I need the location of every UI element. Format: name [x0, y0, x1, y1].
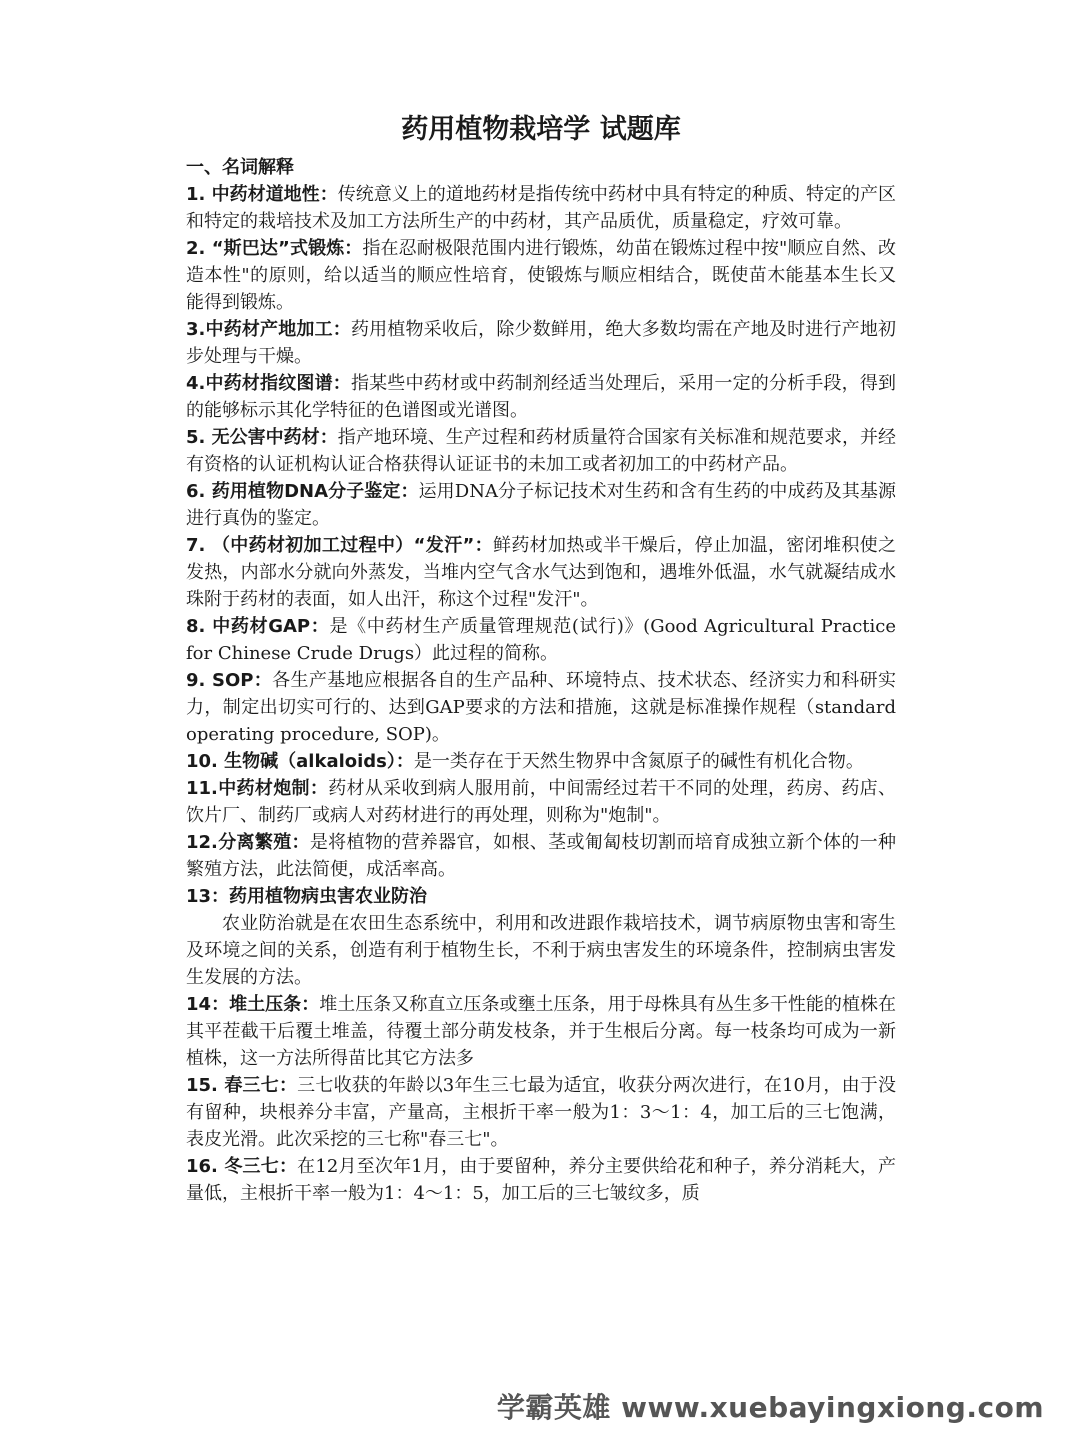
definition-body: 三七收获的年龄以3年生三七最为适宜，收获分两次进行，在10月，由于没有留种，块根养分丰富，产量高，主根折干率一般为1：3～1：4，加工后的三七饱满，表皮光滑。此次采挖的三七称"春三七"。 — [186, 1075, 896, 1150]
definition-entry-4 — [186, 370, 896, 424]
definition-body: 鲜药材加热或半干燥后，停止加温，密闭堆积使之发热，内部水分就向外蒸发，当堆内空气含水气达到饱和，遇堆外低温，水气就凝结成水珠附于药材的表面，如人出汗，称这个过程"发汗"。 — [186, 535, 897, 610]
definition-entry-2 — [186, 235, 896, 316]
definition-body: 各生产基地应根据各自的生产品种、环境特点、技术状态、经济实力和科研实力，制定出切实可行的、达到GAP要求的方法和措施，这就是标准操作规程（standard operating procedure, SOP)。 — [186, 670, 896, 745]
definition-term: 4.中药材指纹图谱： — [186, 373, 351, 394]
definition-entry-15 — [186, 1072, 896, 1153]
definition-term: 6. 药用植物DNA分子鉴定： — [186, 481, 419, 502]
definition-term: 5. 无公害中药材： — [186, 427, 338, 448]
definition-entry-13 — [186, 883, 896, 910]
definition-body: 在12月至次年1月，由于要留种，养分主要供给花和种子，养分消耗大，产量低，主根折干率一般为1：4～1：5，加工后的三七皱纹多，质 — [186, 1156, 896, 1204]
definition-body: 指某些中药材或中药制剂经适当处理后，采用一定的分析手段，得到的能够标示其化学特征的色谱图或光谱图。 — [186, 373, 896, 421]
definition-term: 15. 春三七： — [186, 1075, 298, 1096]
definition-term: 3.中药材产地加工： — [186, 319, 351, 340]
definition-term: 11.中药材炮制： — [186, 778, 329, 799]
definition-entry-11 — [186, 775, 896, 829]
definition-body: 农业防治就是在农田生态系统中，利用和改进跟作栽培技术，调节病原物虫害和寄生及环境之间的关系，创造有利于植物生长，不利于病虫害发生的环境条件，控制病虫害发生发展的方法。 — [186, 913, 896, 988]
definition-body: 运用DNA分子标记技术对生药和含有生药的中成药及其基源进行真伪的鉴定。 — [186, 481, 896, 529]
definition-entry-10 — [186, 748, 896, 775]
definition-body: 是《中药材生产质量管理规范(试行)》(Good Agricultural Practice for Chinese Crude Drugs）此过程的简称。 — [186, 616, 896, 664]
definition-entry-13-body — [186, 910, 896, 991]
definition-entry-16 — [186, 1153, 896, 1207]
definition-body: 药用植物采收后，除少数鲜用，绝大多数均需在产地及时进行产地初步处理与干燥。 — [186, 319, 896, 367]
definition-term: 14：堆土压条： — [186, 994, 320, 1015]
definition-term: 13：药用植物病虫害农业防治 — [186, 886, 428, 907]
definition-entry-14 — [186, 991, 896, 1072]
definition-body: 指在忍耐极限范围内进行锻炼，幼苗在锻炼过程中按"顺应自然、改造本性"的原则，给以适当的顺应性培育，使锻炼与顺应相结合，既使苗木能基本生长又能得到锻炼。 — [186, 238, 897, 313]
definition-term: 8. 中药材GAP： — [186, 616, 330, 637]
section-heading: 一、名词解释 — [186, 157, 294, 178]
definition-entry-5 — [186, 424, 896, 478]
definition-term: 16. 冬三七： — [186, 1156, 298, 1177]
definition-body: 是一类存在于天然生物界中含氮原子的碱性有机化合物。 — [413, 751, 864, 772]
definition-term: 2. “斯巴达”式锻炼： — [186, 238, 363, 259]
definition-body: 药材从采收到病人服用前，中间需经过若干不同的处理，药房、药店、饮片厂、制药厂或病人对药材进行的再处理，则称为"炮制"。 — [186, 778, 897, 826]
definition-term: 7. （中药材初加工过程中）“发汗”： — [186, 535, 493, 556]
definition-body: 传统意义上的道地药材是指传统中药材中具有特定的种质、特定的产区和特定的栽培技术及加工方法所生产的中药材，其产品质优，质量稳定，疗效可靠。 — [186, 184, 896, 232]
definition-body: 堆土压条又称直立压条或壅土压条，用于母株具有丛生多干性能的植株在其平茬截干后覆土堆盖，待覆土部分萌发枝条，并于生根后分离。每一枝条均可成为一新植株，这一方法所得苗比其它方法多 — [186, 994, 896, 1069]
definition-entry-9 — [186, 667, 896, 748]
definition-entry-3 — [186, 316, 896, 370]
definition-body: 指产地环境、生产过程和药材质量符合国家有关标准和规范要求，并经有资格的认证机构认证合格获得认证证书的未加工或者初加工的中药材产品。 — [186, 427, 896, 475]
definition-term: 1. 中药材道地性： — [186, 184, 338, 205]
definition-entry-1 — [186, 181, 896, 235]
definition-body: 是将植物的营养器官，如根、茎或匍匐枝切割而培育成独立新个体的一种繁殖方法，此法简便，成活率高。 — [186, 832, 897, 880]
definition-entry-6 — [186, 478, 896, 532]
document-page — [186, 110, 896, 1207]
definition-entry-8 — [186, 613, 896, 667]
definition-entry-7 — [186, 532, 896, 613]
site-watermark: 学霸英雄 www.xuebayingxiong.com — [496, 1391, 1044, 1424]
definition-term: 9. SOP： — [186, 670, 273, 691]
document-title: 药用植物栽培学 试题库 — [401, 114, 681, 145]
definition-term: 10. 生物碱（alkaloids）： — [186, 751, 414, 772]
definition-term: 12.分离繁殖： — [186, 832, 310, 853]
definition-entry-12 — [186, 829, 896, 883]
